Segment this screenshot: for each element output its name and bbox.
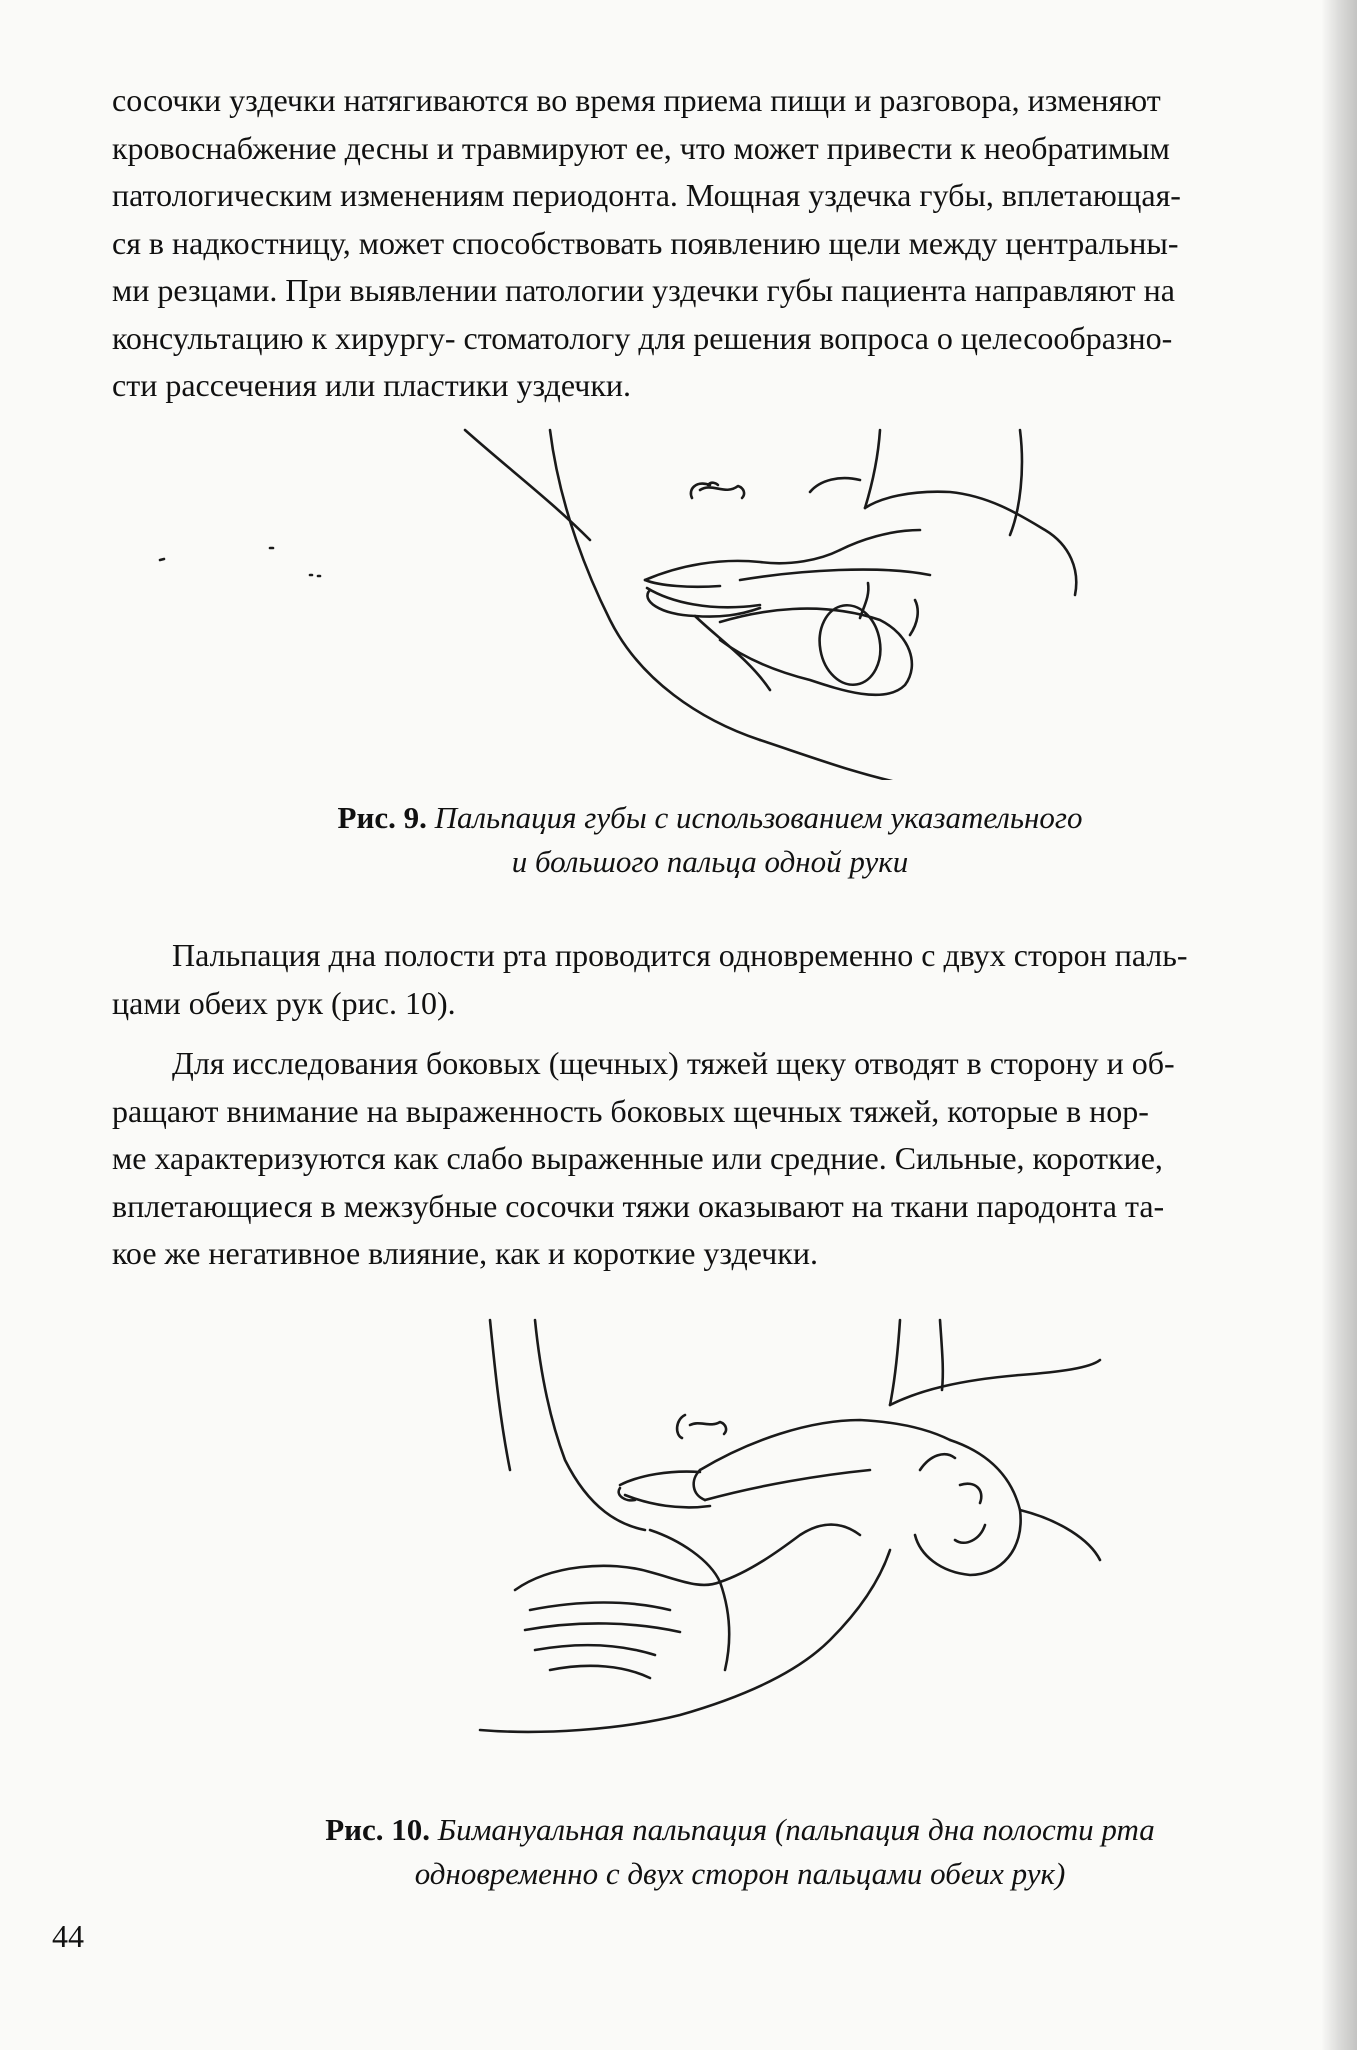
text-line: сосочки уздечки натягиваются во время приема пищи и разговора, изменяют xyxy=(112,82,1161,118)
page-number: 44 xyxy=(52,1918,84,1954)
scan-edge-shadow xyxy=(1321,0,1357,2050)
text-line: сти рассечения или пластики уздечки. xyxy=(112,367,631,403)
text-line: консультацию к хирургу- стоматологу для решения вопроса о целесообразно- xyxy=(112,319,1173,356)
text-line: Пальпация дна полости рта проводится одновременно с двух сторон паль- xyxy=(172,937,1188,973)
figure-label: Рис. 10. xyxy=(325,1812,431,1847)
text-line: кровоснабжение десны и травмируют ее, что может привести к необратимым xyxy=(112,129,1170,166)
paragraph-floor-palpation xyxy=(112,932,1327,1027)
figure-9-illustration xyxy=(120,390,1080,780)
paragraph-buccal-strands xyxy=(112,1040,1327,1278)
figure-caption-text: Пальпация губы с использованием указательного xyxy=(434,800,1083,835)
figure-9-caption xyxy=(250,796,1170,884)
figure-label: Рис. 9. xyxy=(337,800,427,835)
text-line: ращают внимание на выраженность боковых щечных тяжей, которые в нор- xyxy=(112,1092,1149,1129)
text-line: ся в надкостницу, может способствовать появлению щели между центральны- xyxy=(112,224,1179,261)
figure-caption-text: одновременно с двух сторон пальцами обеих рук) xyxy=(414,1856,1066,1891)
figure-10-illustration xyxy=(420,1310,1120,1780)
figure-10-caption xyxy=(240,1808,1240,1896)
paragraph-frenulum xyxy=(112,77,1327,410)
text-line: ме характеризуются как слабо выраженные или средние. Сильные, короткие, xyxy=(112,1140,1163,1176)
text-line: Для исследования боковых (щечных) тяжей щеку отводят в сторону и об- xyxy=(172,1045,1175,1081)
figure-caption-text: Бимануальная пальпация (пальпация дна полости рта xyxy=(437,1812,1155,1847)
text-line: цами обеих рук (рис. 10). xyxy=(112,984,456,1021)
figure-caption-text: и большого пальца одной руки xyxy=(511,844,909,879)
text-line: ми резцами. При выявлении патологии уздечки губы пациента направляют на xyxy=(112,272,1175,308)
text-line: кое же негативное влияние, как и короткие уздечки. xyxy=(112,1235,818,1271)
text-line: патологическим изменениям периодонта. Мощная уздечка губы, вплетающая- xyxy=(112,177,1181,213)
text-line: вплетающиеся в межзубные сосочки тяжи оказывают на ткани пародонта та- xyxy=(112,1187,1165,1224)
